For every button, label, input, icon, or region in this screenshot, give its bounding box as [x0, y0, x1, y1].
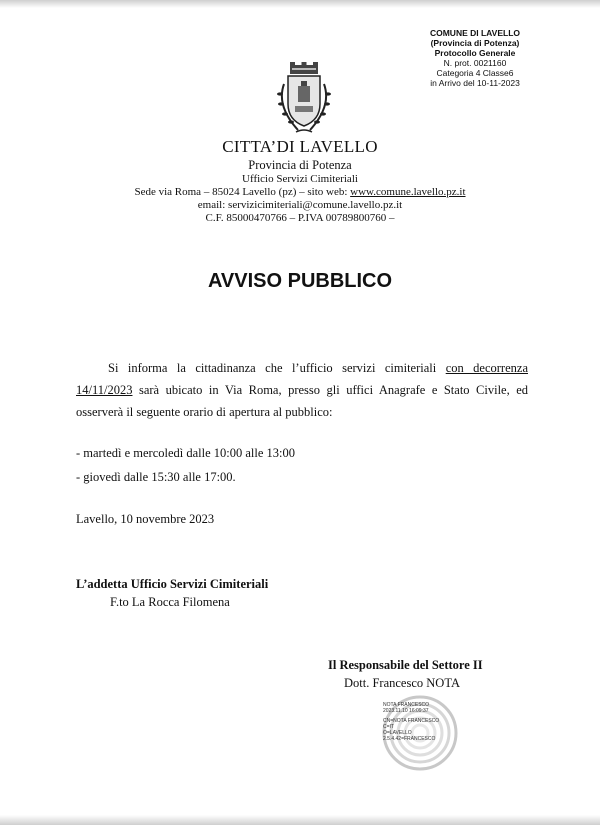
address-line — [0, 186, 600, 199]
website-link[interactable]: www.comune.lavello.pz.it — [350, 186, 466, 198]
manager-name: Dott. Francesco NOTA — [344, 676, 460, 690]
signature-line: NOTA FRANCESCO — [383, 702, 430, 708]
office-name: Ufficio Servizi Cimiteriali — [242, 173, 358, 185]
stamp-line: in Arrivo del 10-11-2023 — [430, 78, 520, 88]
manager-role: Il Responsabile del Settore II — [328, 658, 483, 672]
clerk-name: F.to La Rocca Filomena — [110, 595, 230, 609]
schedule-item: - giovedì dalle 15:30 alle 17:00. — [76, 470, 236, 484]
clerk-role: L’addetta Ufficio Servizi Cimiteriali — [76, 577, 269, 591]
page-shadow-bottom — [0, 815, 600, 825]
date-line: Lavello, 10 novembre 2023 — [76, 512, 215, 526]
province: Provincia di Potenza — [248, 158, 352, 172]
signature-line: C=IT — [383, 724, 394, 730]
notice-effective-date: con decorrenza 14/11/2023 — [76, 361, 528, 397]
notice-paragraph — [76, 357, 528, 423]
document-title: AVVISO PUBBLICO — [207, 270, 393, 292]
protocol-stamp — [410, 28, 540, 88]
stamp-line: Categoria 4 Classe6 — [436, 68, 514, 78]
email-line: email: servizicimiteriali@comune.lavello.pz.it — [197, 199, 403, 211]
notice-text-2: sarà ubicato in Via Roma, presso gli uffici Anagrafe e Stato Civile, ed osserverà il seguente orario di apertura al pubblico: — [76, 383, 528, 419]
opening-hours — [76, 441, 295, 489]
coat-of-arms-icon — [268, 62, 340, 138]
signature-line: O=LAVELLO — [383, 730, 412, 736]
tax-line: C.F. 85000470766 – P.IVA 00789800760 – — [205, 212, 395, 224]
letterhead — [0, 137, 600, 225]
clerk-signature — [76, 575, 268, 611]
stamp-line: COMUNE DI LAVELLO — [429, 28, 521, 38]
manager-signature — [328, 656, 483, 692]
digital-signature-details — [383, 702, 463, 742]
stamp-line: Protocollo Generale — [434, 48, 516, 58]
city-name: CITTA’DI LAVELLO — [222, 137, 378, 156]
schedule-item: - martedì e mercoledì dalle 10:00 alle 13:00 — [76, 446, 296, 460]
page-shadow-top — [0, 0, 600, 8]
signature-line: CN=NOTA FRANCESCO — [383, 718, 440, 724]
signature-line: 2023.11.10 16:09:37 — [383, 708, 429, 714]
signature-line: 2.5.4.42=FRANCESCO — [383, 736, 436, 742]
notice-text-1: Si informa la cittadinanza che l’ufficio servizi cimiteriali — [108, 361, 446, 375]
address-text: Sede via Roma – 85024 Lavello (pz) – sito web: — [134, 186, 351, 198]
stamp-line: (Provincia di Potenza) — [430, 38, 520, 48]
stamp-line: N. prot. 0021160 — [443, 58, 507, 68]
